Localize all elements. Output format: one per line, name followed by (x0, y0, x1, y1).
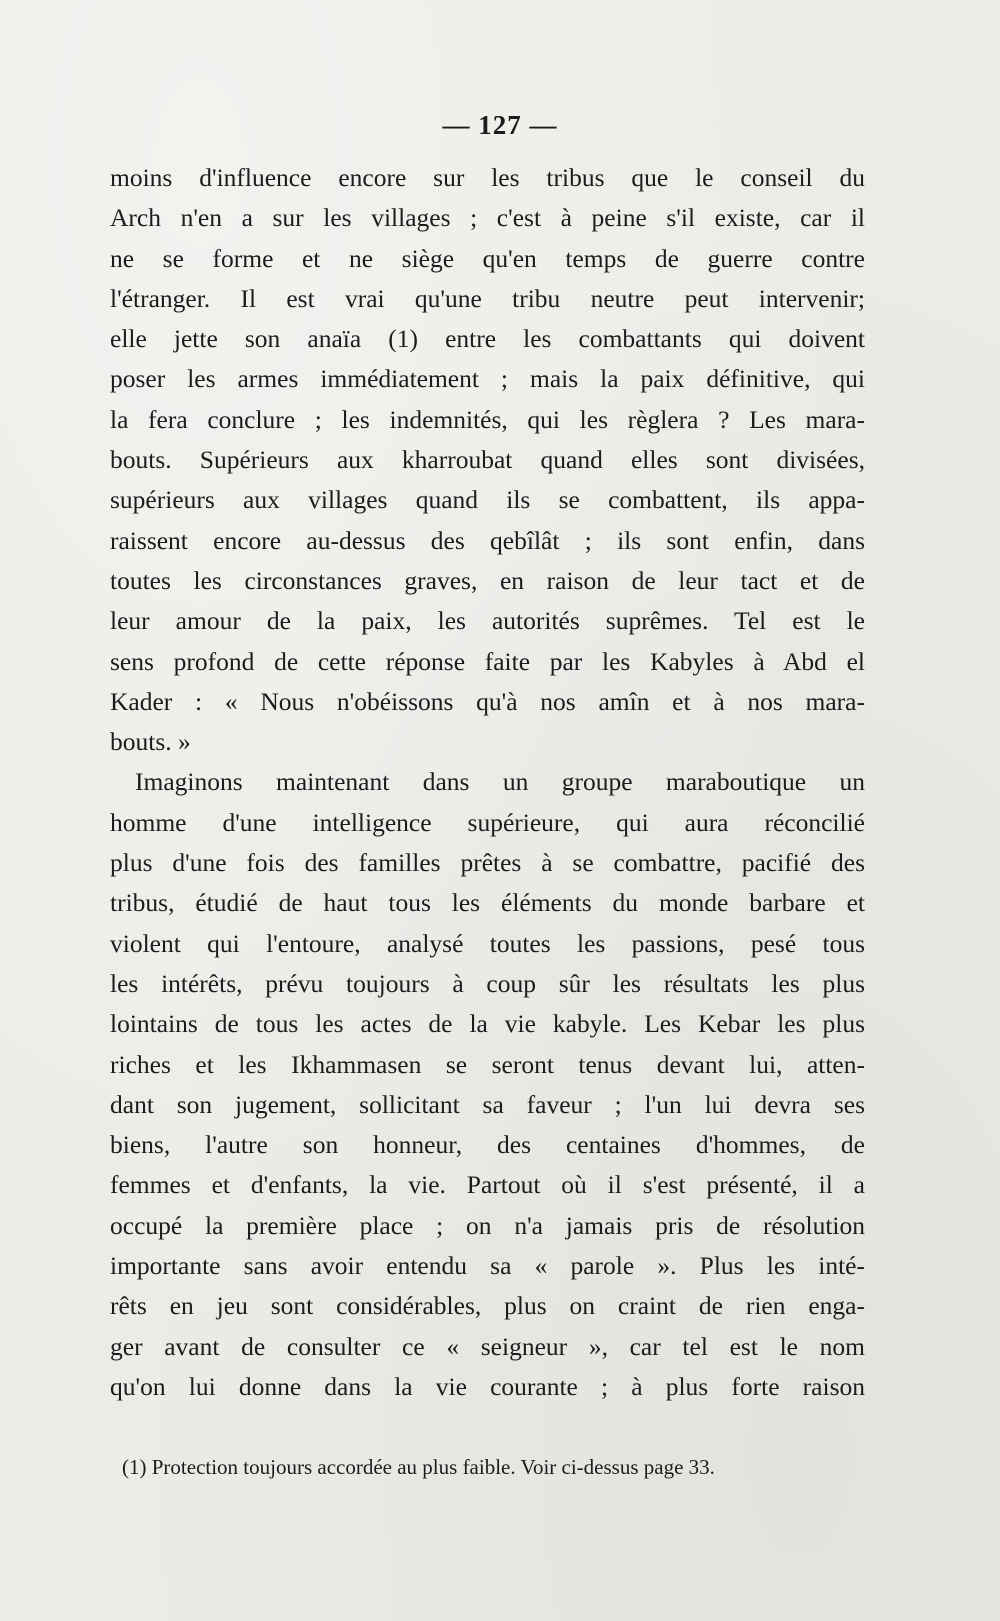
body-text (110, 158, 865, 1407)
text-line: leur amour de la paix, les autorités suprêmes. Tel est le (110, 606, 865, 636)
text-line: tribus, étudié de haut tous les éléments du monde barbare et (110, 888, 865, 918)
text-line: homme d'une intelligence supérieure, qui aura réconcilié (110, 807, 865, 837)
text-line: occupé la première place ; on n'a jamais pris de résolution (110, 1210, 865, 1240)
page-number: — 127 — (442, 110, 558, 140)
text-line: biens, l'autre son honneur, des centaines d'hommes, de (110, 1130, 865, 1160)
text-line: ger avant de consulter ce « seigneur », car tel est le nom (110, 1331, 865, 1361)
text-line: elle jette son anaïa (1) entre les combattants qui doivent (110, 324, 865, 354)
text-line: plus d'une fois des familles prêtes à se combattre, pacifié des (110, 848, 865, 878)
paragraph-2 (110, 762, 865, 1407)
text-line: supérieurs aux villages quand ils se combattent, ils appa- (110, 485, 865, 515)
text-line: bouts. » (110, 727, 191, 757)
text-line: moins d'influence encore sur les tribus que le conseil du (110, 163, 865, 192)
text-line: qu'on lui donne dans la vie courante ; à plus forte raison (110, 1371, 865, 1401)
text-line: riches et les Ikhammasen se seront tenus devant lui, atten- (110, 1049, 865, 1079)
footnote: (1) Protection toujours accordée au plus faible. Voir ci-dessus page 33. (122, 1455, 715, 1479)
text-line: Imaginons maintenant dans un groupe maraboutique un (135, 767, 865, 797)
text-line: Arch n'en a sur les villages ; c'est à peine s'il existe, car il (110, 203, 865, 233)
text-line: sens profond de cette réponse faite par les Kabyles à Abd el (110, 646, 865, 676)
text-line: dant son jugement, sollicitant sa faveur ; l'un lui devra ses (110, 1089, 865, 1119)
text-line: violent qui l'entoure, analysé toutes les passions, pesé tous (110, 928, 865, 958)
text-line: importante sans avoir entendu sa « parole ». Plus les inté- (110, 1251, 865, 1281)
text-line: les intérêts, prévu toujours à coup sûr les résultats les plus (110, 968, 865, 998)
text-line: bouts. Supérieurs aux kharroubat quand elles sont divisées, (110, 445, 865, 475)
text-line: toutes les circonstances graves, en raison de leur tact et de (110, 565, 865, 595)
text-line: la fera conclure ; les indemnités, qui les règlera ? Les mara- (110, 404, 865, 434)
text-line: Kader : « Nous n'obéissons qu'à nos amîn et à nos mara- (110, 686, 865, 716)
paragraph-1 (110, 158, 865, 762)
text-line: l'étranger. Il est vrai qu'une tribu neutre peut intervenir; (110, 283, 865, 313)
text-line: lointains de tous les actes de la vie kabyle. Les Kebar les plus (110, 1009, 865, 1039)
text-line: rêts en jeu sont considérables, plus on craint de rien enga- (110, 1291, 865, 1321)
text-line: femmes et d'enfants, la vie. Partout où il s'est présenté, il a (110, 1170, 865, 1200)
text-line: ne se forme et ne siège qu'en temps de guerre contre (110, 243, 865, 273)
text-line: raissent encore au-dessus des qebîlât ; ils sont enfin, dans (110, 525, 865, 555)
text-line: poser les armes immédiatement ; mais la paix définitive, qui (110, 364, 865, 394)
